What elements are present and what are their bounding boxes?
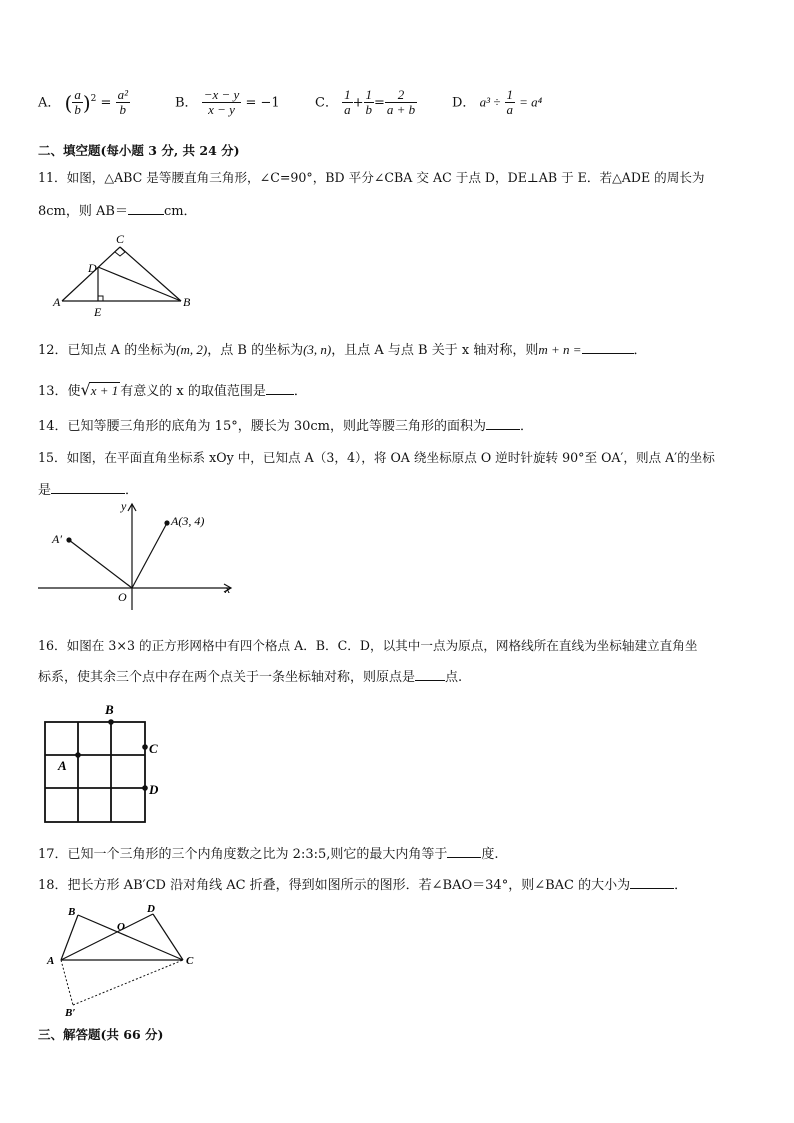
question-end: ． bbox=[125, 483, 139, 498]
fraction-denominator: b bbox=[365, 102, 372, 118]
label-b: B bbox=[68, 906, 76, 918]
question-text: ，点 B 的坐标为 bbox=[207, 343, 304, 358]
equals-sign: = bbox=[100, 95, 112, 111]
option-letter: D． bbox=[452, 95, 476, 111]
option-letter: C． bbox=[315, 95, 338, 111]
label-x-axis: x bbox=[225, 582, 231, 596]
question-11-line-1: 11．如图，△ABC 是等腰直角三角形，∠C=90°，BD 平分∠CBA 交 AC 于点 D，DE⊥AB 于 E．若△ADE 的周长为 bbox=[38, 170, 705, 185]
equals-sign: = bbox=[374, 95, 385, 111]
question-text: 12．已知点 A 的坐标为 bbox=[38, 343, 177, 358]
question-15-line-2 bbox=[38, 479, 138, 498]
equation-rhs: = a⁴ bbox=[519, 94, 543, 110]
answer-blank[interactable] bbox=[630, 876, 674, 889]
section-title-fill-in: 二、填空题(每小题 3 分, 共 24 分) bbox=[38, 143, 240, 158]
option-letter: B． bbox=[175, 95, 198, 111]
question-12 bbox=[38, 339, 647, 358]
label-a: A bbox=[58, 758, 67, 773]
label-d: D bbox=[149, 782, 159, 797]
figure-coordinate-plane bbox=[36, 498, 241, 610]
question-end: ． bbox=[633, 343, 647, 358]
label-point-a-prime: A′ bbox=[52, 532, 62, 546]
question-text: 17．已知一个三角形的三个内角度数之比为 2:3:5,则它的最大内角等于 bbox=[38, 847, 448, 862]
figure-triangle-abc bbox=[50, 230, 200, 320]
plus-sign: + bbox=[352, 95, 364, 111]
question-text: cm． bbox=[163, 204, 197, 219]
question-end: ． bbox=[520, 419, 534, 434]
figure-grid-3x3 bbox=[40, 700, 175, 825]
question-end: 度. bbox=[481, 847, 499, 862]
equation-rhs: = −1 bbox=[245, 95, 280, 111]
fraction-denominator: a + b bbox=[386, 102, 416, 118]
answer-blank[interactable] bbox=[266, 382, 294, 395]
fraction-denominator: b bbox=[119, 102, 127, 118]
option-letter: A． bbox=[38, 95, 61, 111]
label-d: D bbox=[88, 261, 97, 275]
fraction-numerator: 1 bbox=[365, 87, 372, 102]
label-d: D bbox=[147, 903, 155, 915]
label-a: A bbox=[53, 295, 61, 309]
fraction-denominator: a bbox=[506, 102, 514, 118]
question-text: 13．使 bbox=[38, 384, 81, 399]
question-text: 8cm，则 AB＝ bbox=[38, 204, 128, 219]
coordinate-b: (3, n) bbox=[303, 342, 332, 357]
question-text: 14．已知等腰三角形的底角为 15°，腰长为 30cm，则此等腰三角形的面积为 bbox=[38, 419, 486, 434]
answer-blank[interactable] bbox=[128, 202, 164, 215]
question-text: 有意义的 x 的取值范围是 bbox=[120, 384, 266, 399]
expression: m + n = bbox=[538, 342, 582, 357]
question-16-line-1: 16．如图在 3×3 的正方形网格中有四个格点 A．B．C．D，以其中一点为原点，网格线所在直线为坐标轴建立直角坐 bbox=[38, 638, 698, 653]
question-text: 是 bbox=[38, 483, 52, 498]
label-o: O bbox=[117, 921, 125, 933]
question-15-line-1: 15．如图，在平面直角坐标系 xOy 中，已知点 A（3，4），将 OA 绕坐标原点 O 逆时针旋转 90°至 OA′，则点 A′的坐标 bbox=[38, 450, 715, 465]
option-a: A． ( $\frac{a}{b}$ )$^2$ = $\frac{\text{a²}}{b}$ bbox=[38, 87, 128, 118]
fraction-numerator: 1 bbox=[344, 87, 351, 102]
question-14 bbox=[38, 415, 533, 434]
fraction-numerator: a² bbox=[117, 87, 128, 102]
question-17 bbox=[38, 843, 499, 862]
question-text: 标系，使其余三个点中存在两个点关于一条坐标轴对称，则原点是 bbox=[38, 670, 416, 685]
fraction-numerator: 1 bbox=[506, 87, 514, 102]
question-end: ． bbox=[674, 878, 688, 893]
coordinate-a: (m, 2) bbox=[176, 342, 208, 357]
label-c: C bbox=[116, 232, 125, 246]
fraction-numerator: 2 bbox=[385, 88, 417, 103]
question-16-line-2 bbox=[38, 666, 462, 685]
question-text: ，且点 A 与点 B 关于 x 轴对称，则 bbox=[331, 343, 539, 358]
label-a: A bbox=[47, 955, 55, 967]
answer-blank[interactable] bbox=[51, 481, 125, 494]
option-c bbox=[315, 88, 417, 118]
question-11-line-2 bbox=[38, 200, 197, 219]
fraction-denominator: x − y bbox=[208, 102, 235, 118]
label-y-axis: y bbox=[121, 499, 127, 513]
question-end: ． bbox=[293, 384, 307, 399]
answer-blank[interactable] bbox=[415, 668, 445, 681]
label-b: B bbox=[105, 702, 114, 717]
fraction-denominator: a bbox=[344, 102, 351, 118]
label-point-a: A(3, 4) bbox=[171, 514, 205, 528]
label-origin: O bbox=[118, 590, 127, 604]
option-d bbox=[452, 88, 542, 118]
expression-lhs: a³ ÷ bbox=[479, 94, 501, 110]
label-c: C bbox=[149, 741, 158, 756]
answer-blank[interactable] bbox=[582, 341, 634, 354]
question-13: 13．使√x + 1 有意义的 x 的取值范围是 ． bbox=[38, 380, 307, 399]
fraction-numerator: −x − y bbox=[203, 87, 240, 102]
label-b-prime: B′ bbox=[65, 1007, 76, 1019]
exponent: 2 bbox=[90, 93, 97, 104]
option-b bbox=[175, 88, 280, 118]
figure-folded-rectangle bbox=[44, 898, 204, 1020]
answer-blank[interactable] bbox=[447, 845, 481, 858]
label-e: E bbox=[94, 305, 102, 319]
question-18 bbox=[38, 874, 687, 893]
fraction-denominator: b bbox=[74, 102, 81, 118]
question-end: 点. bbox=[445, 670, 463, 685]
label-c: C bbox=[186, 955, 194, 967]
fraction-numerator: a bbox=[74, 87, 81, 102]
label-b: B bbox=[183, 295, 191, 309]
radicand: x + 1 bbox=[90, 383, 119, 398]
section-title-solutions: 三、解答题(共 66 分) bbox=[38, 1027, 164, 1042]
answer-blank[interactable] bbox=[486, 417, 520, 430]
question-text: 18．把长方形 AB′CD 沿对角线 AC 折叠，得到如图所示的图形．若∠BAO＝34°，则∠BAC 的大小为 bbox=[38, 878, 631, 893]
